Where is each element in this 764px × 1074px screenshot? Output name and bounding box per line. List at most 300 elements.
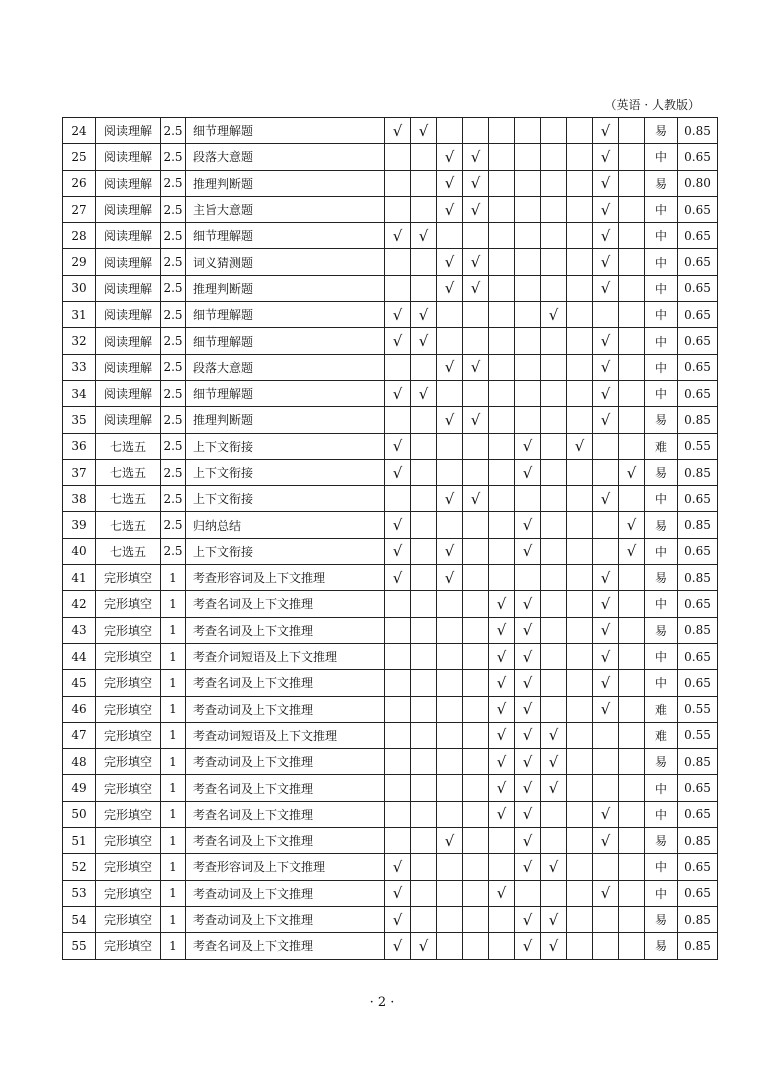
check-cell-8: [567, 328, 593, 354]
check-cell-10: [619, 854, 645, 880]
difficulty-cell: 易: [645, 459, 678, 485]
question-number-cell: 55: [63, 933, 96, 959]
question-type-cell: 阅读理解: [96, 170, 161, 196]
check-cell-3: [437, 512, 463, 538]
score-cell: 2.5: [161, 144, 186, 170]
table-row: [63, 854, 718, 880]
check-cell-10: [619, 617, 645, 643]
check-cell-2: [411, 354, 437, 380]
table-row: [63, 512, 718, 538]
question-number-cell: 37: [63, 459, 96, 485]
difficulty-value-cell: 0.85: [678, 407, 718, 433]
score-cell: 1: [161, 880, 186, 906]
check-cell-9: √: [593, 828, 619, 854]
check-cell-7: [541, 170, 567, 196]
question-type-cell: 七选五: [96, 486, 161, 512]
check-cell-10: [619, 749, 645, 775]
table-row: [63, 696, 718, 722]
check-cell-9: √: [593, 354, 619, 380]
check-cell-1: [385, 275, 411, 301]
score-cell: 1: [161, 906, 186, 932]
check-cell-1: [385, 196, 411, 222]
check-cell-8: [567, 118, 593, 144]
check-cell-9: √: [593, 880, 619, 906]
check-cell-9: [593, 459, 619, 485]
check-cell-3: [437, 775, 463, 801]
table-row: [63, 643, 718, 669]
question-number-cell: 50: [63, 801, 96, 827]
check-cell-3: [437, 906, 463, 932]
check-cell-8: [567, 828, 593, 854]
check-cell-4: [463, 328, 489, 354]
check-cell-9: √: [593, 591, 619, 617]
check-cell-5: [489, 407, 515, 433]
check-cell-4: [463, 933, 489, 959]
check-cell-6: [515, 118, 541, 144]
score-cell: 1: [161, 617, 186, 643]
check-cell-6: [515, 354, 541, 380]
check-cell-8: [567, 223, 593, 249]
description-cell: 考查介词短语及上下文推理: [186, 643, 385, 669]
check-cell-7: [541, 801, 567, 827]
score-cell: 2.5: [161, 407, 186, 433]
check-cell-2: [411, 275, 437, 301]
difficulty-cell: 易: [645, 828, 678, 854]
check-cell-9: [593, 906, 619, 932]
check-cell-2: [411, 906, 437, 932]
description-cell: 细节理解题: [186, 118, 385, 144]
check-cell-9: [593, 722, 619, 748]
question-number-cell: 35: [63, 407, 96, 433]
check-cell-7: [541, 249, 567, 275]
check-cell-5: √: [489, 670, 515, 696]
check-cell-6: √: [515, 775, 541, 801]
check-cell-10: √: [619, 538, 645, 564]
difficulty-value-cell: 0.55: [678, 696, 718, 722]
question-type-cell: 完形填空: [96, 880, 161, 906]
check-cell-3: [437, 854, 463, 880]
question-number-cell: 52: [63, 854, 96, 880]
difficulty-value-cell: 0.65: [678, 801, 718, 827]
difficulty-cell: 中: [645, 196, 678, 222]
check-cell-1: √: [385, 380, 411, 406]
check-cell-8: [567, 696, 593, 722]
check-cell-7: √: [541, 302, 567, 328]
check-cell-6: [515, 565, 541, 591]
question-type-cell: 完形填空: [96, 749, 161, 775]
check-cell-9: √: [593, 565, 619, 591]
spec-table: [62, 117, 718, 960]
check-cell-6: [515, 407, 541, 433]
check-cell-3: √: [437, 275, 463, 301]
difficulty-cell: 中: [645, 380, 678, 406]
check-cell-7: √: [541, 775, 567, 801]
check-cell-9: √: [593, 486, 619, 512]
score-cell: 1: [161, 828, 186, 854]
check-cell-5: √: [489, 722, 515, 748]
difficulty-value-cell: 0.65: [678, 223, 718, 249]
check-cell-10: [619, 433, 645, 459]
description-cell: 段落大意题: [186, 144, 385, 170]
check-cell-1: [385, 144, 411, 170]
check-cell-6: [515, 170, 541, 196]
difficulty-cell: 中: [645, 144, 678, 170]
check-cell-9: [593, 933, 619, 959]
check-cell-2: [411, 565, 437, 591]
check-cell-9: √: [593, 275, 619, 301]
check-cell-5: [489, 118, 515, 144]
check-cell-2: [411, 722, 437, 748]
check-cell-1: [385, 249, 411, 275]
check-cell-8: [567, 170, 593, 196]
check-cell-1: √: [385, 906, 411, 932]
check-cell-5: √: [489, 591, 515, 617]
check-cell-5: [489, 854, 515, 880]
question-type-cell: 完形填空: [96, 906, 161, 932]
question-number-cell: 46: [63, 696, 96, 722]
check-cell-7: [541, 459, 567, 485]
check-cell-9: [593, 749, 619, 775]
check-cell-9: [593, 512, 619, 538]
check-cell-3: [437, 328, 463, 354]
table-row: [63, 670, 718, 696]
difficulty-cell: 难: [645, 722, 678, 748]
header-note: （英语 · 人教版）: [604, 98, 700, 112]
check-cell-2: [411, 144, 437, 170]
check-cell-1: [385, 407, 411, 433]
description-cell: 段落大意题: [186, 354, 385, 380]
question-type-cell: 阅读理解: [96, 354, 161, 380]
check-cell-3: √: [437, 538, 463, 564]
check-cell-4: [463, 223, 489, 249]
check-cell-9: [593, 538, 619, 564]
table-row: [63, 565, 718, 591]
check-cell-9: √: [593, 407, 619, 433]
description-cell: 考查名词及上下文推理: [186, 801, 385, 827]
check-cell-5: [489, 486, 515, 512]
question-number-cell: 24: [63, 118, 96, 144]
question-number-cell: 45: [63, 670, 96, 696]
check-cell-6: √: [515, 617, 541, 643]
check-cell-8: [567, 275, 593, 301]
check-cell-9: √: [593, 696, 619, 722]
check-cell-8: [567, 565, 593, 591]
difficulty-value-cell: 0.65: [678, 775, 718, 801]
check-cell-4: [463, 828, 489, 854]
difficulty-value-cell: 0.65: [678, 591, 718, 617]
check-cell-4: [463, 775, 489, 801]
check-cell-6: [515, 486, 541, 512]
check-cell-4: [463, 512, 489, 538]
description-cell: 考查名词及上下文推理: [186, 670, 385, 696]
check-cell-2: [411, 749, 437, 775]
score-cell: 1: [161, 696, 186, 722]
check-cell-8: [567, 407, 593, 433]
table-row: [63, 380, 718, 406]
description-cell: 考查形容词及上下文推理: [186, 565, 385, 591]
score-cell: 1: [161, 775, 186, 801]
check-cell-4: [463, 459, 489, 485]
check-cell-2: √: [411, 223, 437, 249]
check-cell-8: [567, 302, 593, 328]
check-cell-2: [411, 854, 437, 880]
check-cell-10: [619, 170, 645, 196]
page-number: · 2 ·: [369, 995, 395, 1010]
difficulty-cell: 易: [645, 118, 678, 144]
check-cell-8: [567, 459, 593, 485]
score-cell: 1: [161, 591, 186, 617]
question-number-cell: 30: [63, 275, 96, 301]
table-row: [63, 538, 718, 564]
difficulty-cell: 中: [645, 801, 678, 827]
check-cell-6: [515, 302, 541, 328]
difficulty-cell: 中: [645, 854, 678, 880]
check-cell-4: √: [463, 407, 489, 433]
check-cell-7: [541, 433, 567, 459]
check-cell-2: [411, 486, 437, 512]
check-cell-3: √: [437, 144, 463, 170]
description-cell: 细节理解题: [186, 302, 385, 328]
question-type-cell: 阅读理解: [96, 118, 161, 144]
check-cell-5: [489, 933, 515, 959]
score-cell: 2.5: [161, 118, 186, 144]
check-cell-4: [463, 696, 489, 722]
check-cell-5: [489, 565, 515, 591]
difficulty-cell: 中: [645, 591, 678, 617]
check-cell-10: [619, 328, 645, 354]
score-cell: 2.5: [161, 249, 186, 275]
check-cell-3: [437, 880, 463, 906]
check-cell-8: √: [567, 433, 593, 459]
check-cell-8: [567, 196, 593, 222]
check-cell-9: √: [593, 118, 619, 144]
score-cell: 1: [161, 565, 186, 591]
question-type-cell: 阅读理解: [96, 407, 161, 433]
score-cell: 2.5: [161, 170, 186, 196]
check-cell-6: √: [515, 854, 541, 880]
difficulty-value-cell: 0.65: [678, 643, 718, 669]
question-number-cell: 48: [63, 749, 96, 775]
check-cell-7: [541, 223, 567, 249]
check-cell-3: √: [437, 354, 463, 380]
table-row: [63, 933, 718, 959]
check-cell-10: [619, 801, 645, 827]
check-cell-6: [515, 880, 541, 906]
score-cell: 2.5: [161, 302, 186, 328]
check-cell-7: [541, 696, 567, 722]
description-cell: 主旨大意题: [186, 196, 385, 222]
difficulty-cell: 易: [645, 933, 678, 959]
table-row: [63, 459, 718, 485]
difficulty-value-cell: 0.65: [678, 670, 718, 696]
difficulty-value-cell: 0.85: [678, 933, 718, 959]
check-cell-2: √: [411, 118, 437, 144]
score-cell: 2.5: [161, 512, 186, 538]
difficulty-value-cell: 0.85: [678, 906, 718, 932]
check-cell-8: [567, 722, 593, 748]
check-cell-4: [463, 801, 489, 827]
check-cell-3: √: [437, 196, 463, 222]
description-cell: 细节理解题: [186, 328, 385, 354]
description-cell: 推理判断题: [186, 275, 385, 301]
check-cell-2: [411, 880, 437, 906]
question-number-cell: 34: [63, 380, 96, 406]
question-type-cell: 七选五: [96, 433, 161, 459]
check-cell-10: √: [619, 512, 645, 538]
question-type-cell: 阅读理解: [96, 223, 161, 249]
question-number-cell: 41: [63, 565, 96, 591]
difficulty-cell: 易: [645, 407, 678, 433]
score-cell: 2.5: [161, 275, 186, 301]
check-cell-5: [489, 380, 515, 406]
difficulty-value-cell: 0.85: [678, 512, 718, 538]
check-cell-4: [463, 854, 489, 880]
question-number-cell: 31: [63, 302, 96, 328]
check-cell-6: √: [515, 459, 541, 485]
check-cell-7: √: [541, 722, 567, 748]
difficulty-value-cell: 0.85: [678, 118, 718, 144]
question-type-cell: 完形填空: [96, 696, 161, 722]
check-cell-1: [385, 696, 411, 722]
difficulty-value-cell: 0.65: [678, 328, 718, 354]
check-cell-8: [567, 249, 593, 275]
question-number-cell: 51: [63, 828, 96, 854]
check-cell-3: √: [437, 249, 463, 275]
question-type-cell: 阅读理解: [96, 302, 161, 328]
question-number-cell: 36: [63, 433, 96, 459]
question-type-cell: 完形填空: [96, 828, 161, 854]
difficulty-value-cell: 0.55: [678, 722, 718, 748]
check-cell-6: √: [515, 749, 541, 775]
check-cell-2: [411, 407, 437, 433]
question-number-cell: 32: [63, 328, 96, 354]
table-row: [63, 906, 718, 932]
check-cell-6: [515, 144, 541, 170]
check-cell-6: √: [515, 722, 541, 748]
table-row: [63, 775, 718, 801]
check-cell-2: [411, 643, 437, 669]
table-row: [63, 486, 718, 512]
difficulty-cell: 中: [645, 275, 678, 301]
question-type-cell: 阅读理解: [96, 380, 161, 406]
question-type-cell: 阅读理解: [96, 144, 161, 170]
check-cell-5: [489, 538, 515, 564]
check-cell-10: [619, 828, 645, 854]
check-cell-1: √: [385, 512, 411, 538]
check-cell-2: [411, 801, 437, 827]
check-cell-10: [619, 775, 645, 801]
check-cell-1: [385, 170, 411, 196]
check-cell-4: [463, 118, 489, 144]
check-cell-7: √: [541, 749, 567, 775]
description-cell: 上下文衔接: [186, 433, 385, 459]
description-cell: 考查名词及上下文推理: [186, 617, 385, 643]
check-cell-1: [385, 828, 411, 854]
check-cell-8: [567, 801, 593, 827]
check-cell-3: [437, 118, 463, 144]
question-number-cell: 29: [63, 249, 96, 275]
check-cell-4: √: [463, 196, 489, 222]
check-cell-8: [567, 749, 593, 775]
check-cell-8: [567, 854, 593, 880]
question-type-cell: 完形填空: [96, 801, 161, 827]
check-cell-8: [567, 512, 593, 538]
check-cell-7: [541, 828, 567, 854]
check-cell-7: [541, 617, 567, 643]
question-type-cell: 完形填空: [96, 775, 161, 801]
check-cell-7: [541, 670, 567, 696]
check-cell-6: [515, 328, 541, 354]
description-cell: 考查名词及上下文推理: [186, 775, 385, 801]
check-cell-6: √: [515, 643, 541, 669]
question-type-cell: 完形填空: [96, 591, 161, 617]
difficulty-value-cell: 0.65: [678, 880, 718, 906]
check-cell-8: [567, 354, 593, 380]
check-cell-8: [567, 538, 593, 564]
check-cell-3: √: [437, 565, 463, 591]
difficulty-cell: 难: [645, 433, 678, 459]
check-cell-10: [619, 380, 645, 406]
question-number-cell: 38: [63, 486, 96, 512]
table-row: [63, 722, 718, 748]
score-cell: 2.5: [161, 196, 186, 222]
check-cell-8: [567, 643, 593, 669]
question-number-cell: 33: [63, 354, 96, 380]
check-cell-5: √: [489, 801, 515, 827]
check-cell-9: [593, 302, 619, 328]
difficulty-value-cell: 0.65: [678, 538, 718, 564]
check-cell-4: √: [463, 275, 489, 301]
check-cell-7: [541, 880, 567, 906]
question-type-cell: 完形填空: [96, 617, 161, 643]
check-cell-1: √: [385, 328, 411, 354]
score-cell: 2.5: [161, 223, 186, 249]
table-row: [63, 275, 718, 301]
check-cell-4: √: [463, 354, 489, 380]
check-cell-6: √: [515, 538, 541, 564]
check-cell-3: √: [437, 407, 463, 433]
check-cell-2: [411, 459, 437, 485]
check-cell-6: [515, 196, 541, 222]
check-cell-2: [411, 196, 437, 222]
check-cell-7: [541, 512, 567, 538]
check-cell-7: [541, 196, 567, 222]
question-number-cell: 49: [63, 775, 96, 801]
check-cell-1: √: [385, 565, 411, 591]
score-cell: 1: [161, 801, 186, 827]
check-cell-10: [619, 643, 645, 669]
difficulty-cell: 难: [645, 696, 678, 722]
check-cell-2: [411, 170, 437, 196]
check-cell-7: [541, 565, 567, 591]
check-cell-6: [515, 380, 541, 406]
check-cell-1: [385, 617, 411, 643]
difficulty-cell: 易: [645, 749, 678, 775]
difficulty-cell: 中: [645, 302, 678, 328]
check-cell-3: [437, 749, 463, 775]
question-type-cell: 阅读理解: [96, 249, 161, 275]
check-cell-4: √: [463, 486, 489, 512]
table-row: [63, 144, 718, 170]
check-cell-2: [411, 512, 437, 538]
check-cell-9: √: [593, 223, 619, 249]
check-cell-2: [411, 775, 437, 801]
check-cell-4: [463, 302, 489, 328]
question-type-cell: 完形填空: [96, 933, 161, 959]
check-cell-8: [567, 617, 593, 643]
check-cell-4: √: [463, 144, 489, 170]
check-cell-3: [437, 643, 463, 669]
